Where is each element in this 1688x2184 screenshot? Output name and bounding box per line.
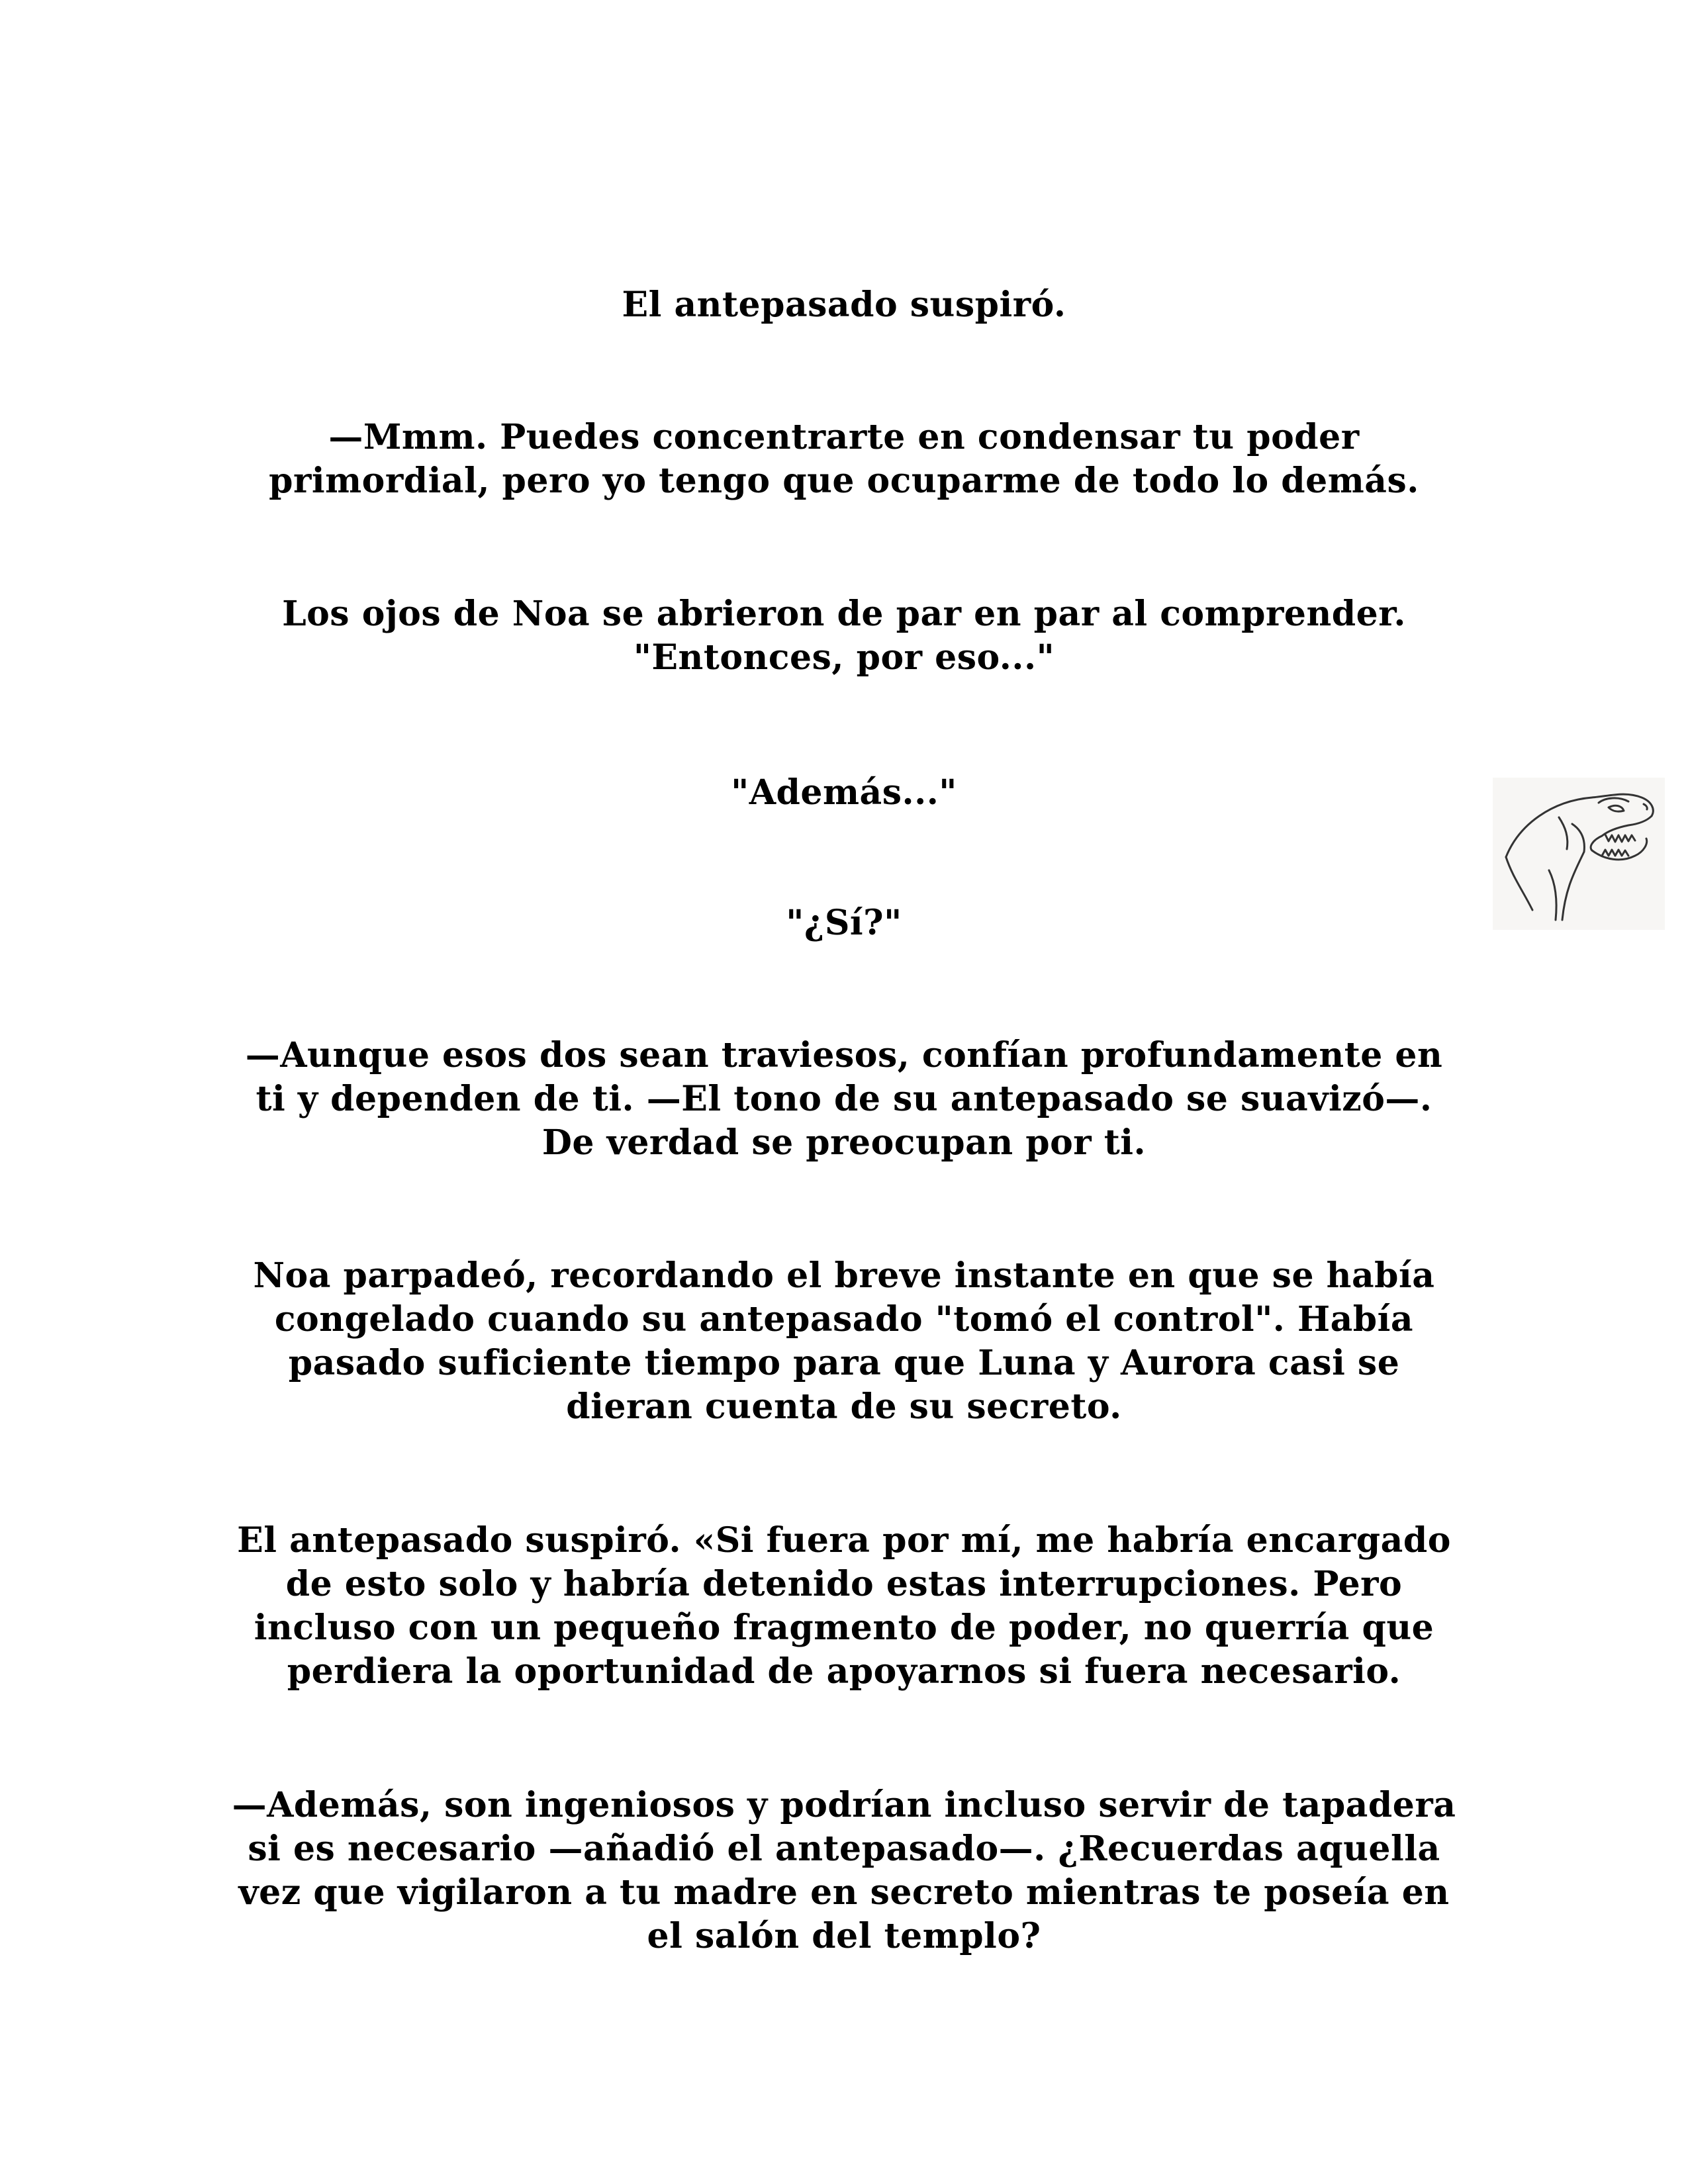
paragraph-6: —Aunque esos dos sean traviesos, confían profundamente en ti y dependen de ti. —El tono de su antepasado se suavizó—. De verdad se preocupan por ti. (245, 1035, 1443, 1163)
paragraph-4: "Además..." (731, 772, 957, 813)
dinosaur-head-sketch-icon (1493, 778, 1665, 930)
paragraph-8: El antepasado suspiró. «Si fuera por mí, me habría encargado de esto solo y habría detenido estas interrupciones. Pero incluso con un pequeño fragmento de poder, no querría que perdiera la oportunidad de apoyarnos si fuera necesario. (237, 1520, 1451, 1692)
paragraph-5: "¿Sí?" (786, 903, 902, 943)
paragraph-1: El antepasado suspiró. (622, 285, 1066, 325)
paragraph-9: —Además, son ingeniosos y podrían incluso servir de tapadera si es necesario —añadió el antepasado—. ¿Recuerdas aquella vez que vigilaron a tu madre en secreto mientras te poseía en el salón del templo? (232, 1785, 1456, 1956)
paragraph-2: —Mmm. Puedes concentrarte en condensar tu poder primordial, pero yo tengo que ocuparme de todo lo demás. (269, 417, 1419, 501)
paragraph-7: Noa parpadeó, recordando el breve instante en que se había congelado cuando su antepasado "tomó el control". Había pasado suficiente tiempo para que Luna y Aurora casi se dieran cuenta de su secreto. (253, 1255, 1435, 1427)
paragraph-3: Los ojos de Noa se abrieron de par en par al comprender. "Entonces, por eso..." (282, 594, 1406, 678)
